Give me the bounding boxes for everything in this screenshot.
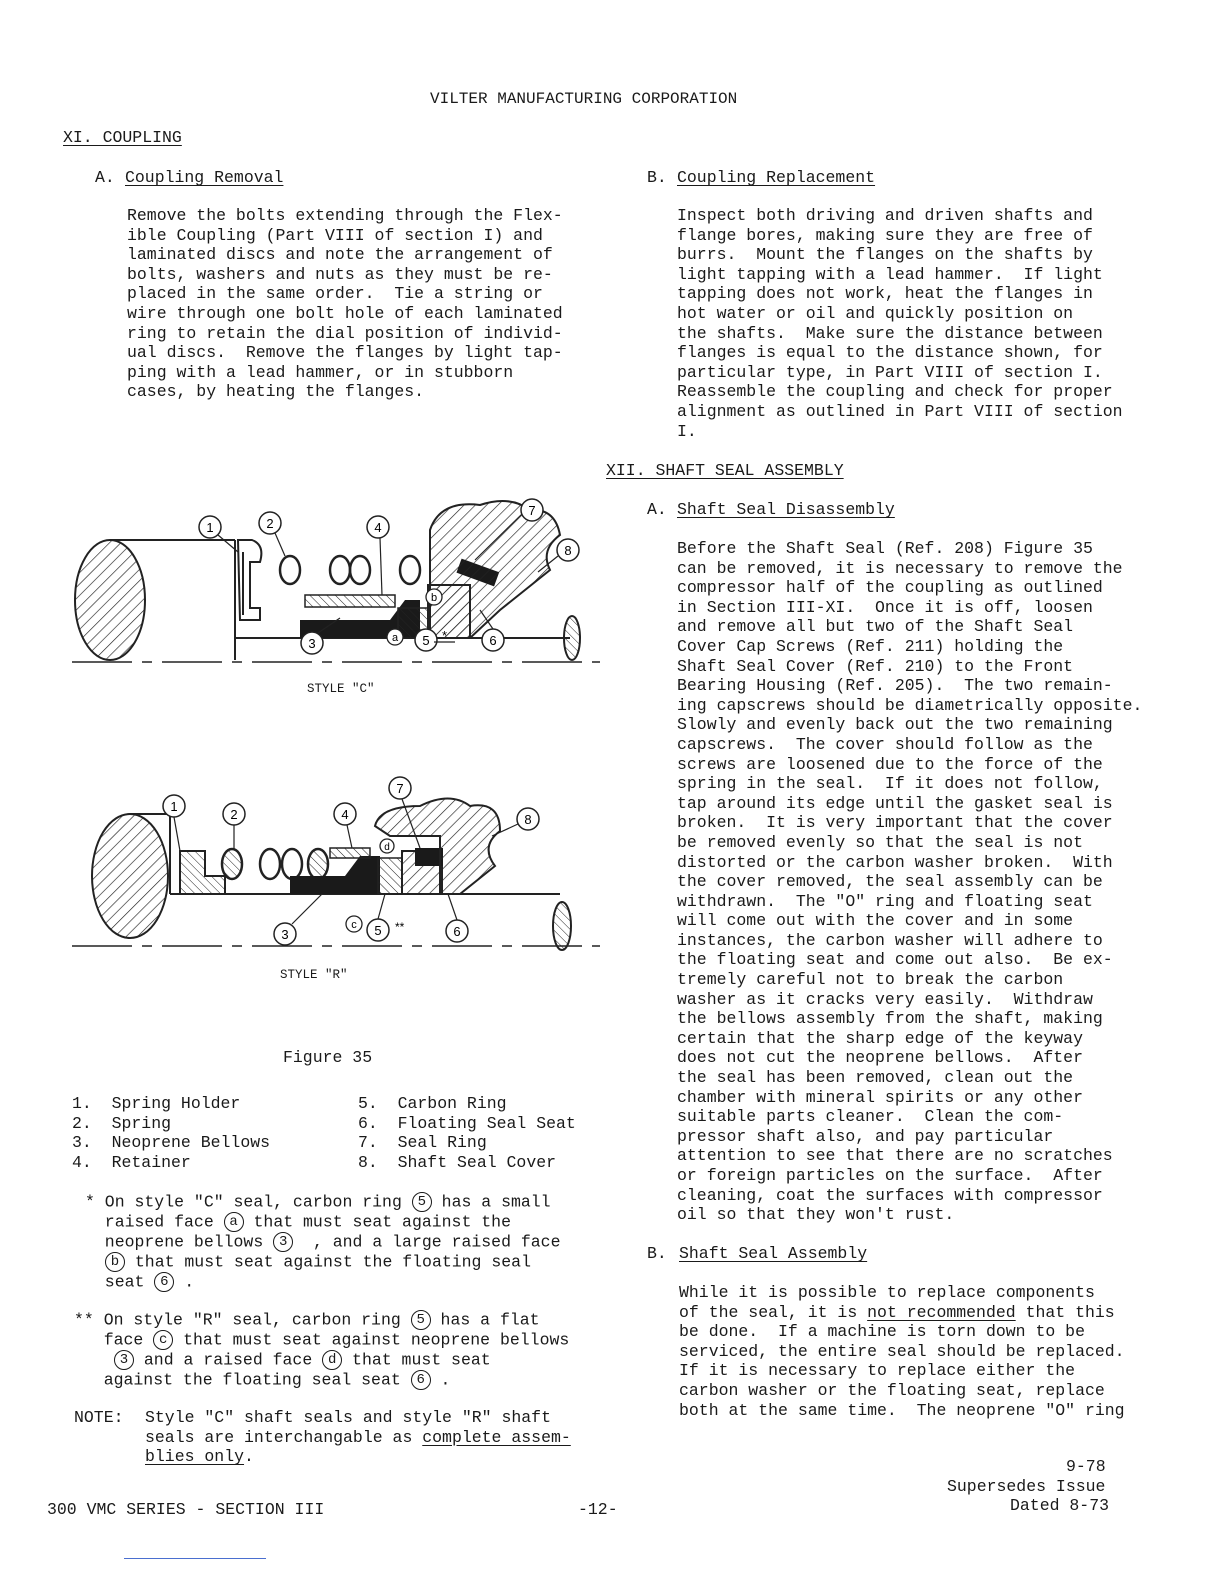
spring-coil — [308, 849, 328, 879]
text-line: cleaning, coat the surfaces with compressor — [677, 1185, 1103, 1205]
text-line: the seal has been removed, clean out the — [677, 1068, 1074, 1088]
footer-supersedes: Supersedes Issue — [947, 1477, 1106, 1496]
text-line — [85, 1272, 560, 1292]
legend-left — [72, 1094, 270, 1172]
circled-c-icon: c — [153, 1330, 173, 1350]
text-line: laminated discs and note the arrangement of — [127, 245, 553, 265]
text-span: * On style "C" seal, carbon ring — [85, 1192, 412, 1212]
text-line: tapping does not work, heat the flanges in — [677, 284, 1093, 304]
text-line: certain that the sharp edge of the keyway — [677, 1028, 1083, 1048]
legend-item: 7. Seal Ring — [358, 1133, 487, 1153]
text-line: compressor half of the coupling as outlined — [677, 578, 1103, 598]
bottom-rule — [124, 1558, 266, 1559]
text-line: capscrews. The cover should follow as the — [677, 734, 1093, 754]
text-line: broken. It is very important that the cover — [677, 813, 1113, 833]
text-line: bolts, washers and nuts as they must be re- — [127, 264, 553, 284]
shaft-end-section — [75, 540, 145, 660]
text-line — [85, 1192, 560, 1212]
text-line: be done. If a machine is torn down to be — [679, 1322, 1085, 1342]
text-line — [74, 1370, 569, 1390]
spring-coil — [260, 849, 280, 879]
spring-coil — [222, 849, 242, 879]
section-xii-title: XII. SHAFT SEAL ASSEMBLY — [606, 461, 844, 480]
text-span: raised face — [85, 1212, 224, 1232]
section-xi-b-heading: Coupling Replacement — [677, 168, 876, 187]
style-c-seal-diagram — [60, 490, 600, 700]
style-r-label: STYLE "R" — [280, 968, 348, 982]
style-c-label: STYLE "C" — [307, 682, 375, 696]
text-line: pressor shaft also, and pay particular — [677, 1126, 1054, 1146]
footer-dated: Dated 8-73 — [1010, 1496, 1110, 1515]
text-line: can be removed, it is necessary to remove the — [677, 558, 1123, 578]
legend-item: 2. Spring — [72, 1113, 172, 1133]
text-span: that must seat against the — [243, 1212, 511, 1232]
text-line: flange bores, making sure they are free of — [677, 225, 1093, 245]
coupling-replacement-text — [677, 206, 1123, 441]
circled-b-icon: b — [105, 1252, 125, 1272]
circled-d-icon: d — [322, 1350, 342, 1370]
callout-b: b — [430, 592, 438, 604]
text-line: oil so that they won't rust. — [677, 1205, 955, 1225]
legend-item: 4. Retainer — [72, 1152, 191, 1172]
callout-d: d — [384, 842, 390, 853]
section-xii-b-letter: B. — [647, 1244, 667, 1263]
text-span: . — [174, 1272, 195, 1292]
text-line: in Section III-XI. Once it is off, loosen — [677, 597, 1093, 617]
text-line: Style "C" shaft seals and style "R" shaft — [145, 1408, 551, 1427]
section-xi-b-letter: B. — [647, 168, 667, 187]
legend-item: 1. Spring Holder — [72, 1094, 241, 1113]
text-line: the shafts. Make sure the distance between — [677, 323, 1103, 343]
text-line: particular type, in Part VIII of section I. — [677, 362, 1103, 382]
text-span: of the seal, it is — [679, 1302, 868, 1322]
section-xi-title: XI. COUPLING — [63, 128, 182, 147]
text-line: Inspect both driving and driven shafts and — [677, 206, 1093, 225]
callout-8: 8 — [564, 543, 572, 558]
callout-5: 5 — [374, 923, 382, 938]
spring-coil — [330, 556, 350, 584]
text-span: , and a large raised face — [293, 1232, 561, 1252]
seal-ring-shape — [415, 848, 443, 866]
text-line: hot water or oil and quickly position on — [677, 303, 1074, 323]
text-line — [85, 1232, 560, 1252]
text-line — [74, 1330, 569, 1350]
callout-4: 4 — [341, 807, 349, 822]
text-line: Slowly and evenly back out the two remaining — [677, 715, 1113, 735]
text-line: instances, the carbon washer will adhere to — [677, 930, 1103, 950]
style-c-note — [85, 1192, 560, 1292]
text-span: that must seat against neoprene bellows — [173, 1330, 570, 1350]
section-xii-b-heading: Shaft Seal Assembly — [679, 1244, 868, 1263]
text-line: suitable parts cleaner. Clean the com- — [677, 1107, 1064, 1127]
text-line: the floating seat and come out also. Be ex- — [677, 950, 1113, 970]
text-line — [145, 1428, 571, 1448]
circled-6-icon: 6 — [154, 1272, 174, 1292]
text-span: seals are interchangable as — [145, 1427, 423, 1447]
text-line — [85, 1252, 560, 1272]
section-xii-a-letter: A. — [647, 500, 667, 519]
seal-disassembly-text — [677, 539, 1142, 1225]
legend-item: 6. Floating Seal Seat — [358, 1113, 576, 1133]
text-span: face — [74, 1330, 154, 1350]
note-text — [145, 1408, 571, 1467]
text-span: that must seat — [342, 1350, 491, 1370]
carbon-ring-shape — [378, 858, 402, 894]
text-span: that this — [1015, 1302, 1115, 1322]
spring-holder-shape — [238, 540, 261, 620]
text-line: light tapping with a lead hammer. If light — [677, 264, 1103, 284]
neoprene-bellows-shape — [290, 856, 380, 894]
callout-a: a — [391, 632, 399, 644]
text-span: ** On style "R" seal, carbon ring — [74, 1310, 411, 1330]
emphasis-complete-assemblies: complete assem- — [422, 1427, 571, 1447]
text-line — [74, 1350, 569, 1370]
company-header: VILTER MANUFACTURING CORPORATION — [430, 90, 738, 108]
text-line: the bellows assembly from the shaft, making — [677, 1009, 1103, 1029]
callout-double-asterisk: ** — [395, 920, 405, 934]
text-line: attention to see that there are no scratches — [677, 1146, 1113, 1166]
spring-coil — [280, 556, 300, 584]
style-r-note — [74, 1310, 569, 1390]
callout-2: 2 — [230, 807, 238, 822]
circled-3-icon: 3 — [114, 1350, 134, 1370]
text-line: Bearing Housing (Ref. 205). The two remain- — [677, 676, 1113, 696]
callout-5: 5 — [422, 633, 430, 648]
callout-3: 3 — [281, 927, 289, 942]
circled-a-icon: a — [224, 1212, 244, 1232]
text-line: ping with a lead hammer, or in stubborn — [127, 362, 514, 382]
callout-4: 4 — [374, 520, 382, 535]
text-line: withdrawn. The "O" ring and floating seat — [677, 891, 1093, 911]
text-line: screws are loosened due to the force of the — [677, 754, 1103, 774]
section-xii-a-heading: Shaft Seal Disassembly — [677, 500, 895, 519]
retainer-shape — [330, 848, 370, 858]
emphasis-not-recommended: not recommended — [867, 1302, 1016, 1322]
text-line: spring in the seal. If it does not follow, — [677, 774, 1103, 794]
callout-6: 6 — [453, 924, 461, 939]
text-line: burrs. Mount the flanges on the shafts by — [677, 245, 1093, 265]
text-line: distorted or the carbon washer broken. With — [677, 852, 1113, 872]
circled-3-icon: 3 — [273, 1232, 293, 1252]
text-span: seat — [85, 1272, 155, 1292]
spring-coil — [350, 556, 370, 584]
text-line: alignment as outlined in Part VIII of section — [677, 401, 1123, 421]
text-span: has a flat — [430, 1310, 540, 1330]
text-line: wire through one bolt hole of each laminated — [127, 303, 563, 323]
note-label: NOTE: — [74, 1408, 124, 1427]
text-line: ring to retain the dial position of individ- — [127, 323, 563, 343]
text-line: placed in the same order. Tie a string or — [127, 284, 543, 304]
callout-1: 1 — [170, 799, 178, 814]
text-line: washer as it cracks very easily. Withdraw — [677, 989, 1093, 1009]
callout-7: 7 — [396, 781, 404, 796]
text-line — [85, 1212, 560, 1232]
callout-single-asterisk: * — [442, 628, 448, 643]
circled-5-icon: 5 — [412, 1192, 432, 1212]
callout-7: 7 — [528, 503, 536, 518]
text-line: the cover removed, the seal assembly can be — [677, 872, 1103, 892]
circled-5-icon: 5 — [411, 1310, 431, 1330]
callout-c: c — [351, 919, 357, 931]
text-line: Remove the bolts extending through the Flex- — [127, 206, 563, 225]
text-line: and remove all but two of the Shaft Seal — [677, 617, 1074, 637]
text-span: . — [244, 1447, 254, 1467]
text-span: neoprene bellows — [85, 1232, 274, 1252]
coupling-removal-text — [127, 206, 563, 402]
text-line: cases, by heating the flanges. — [127, 382, 425, 402]
style-r-seal-diagram — [60, 776, 600, 961]
text-line: chamber with mineral spirits or any other — [677, 1087, 1083, 1107]
circled-6-icon: 6 — [411, 1370, 431, 1390]
text-line: tap around its edge until the gasket seal is — [677, 793, 1113, 813]
text-line: ing capscrews should be diametrically opposite. — [677, 695, 1143, 715]
text-line: ible Coupling (Part VIII of section I) and — [127, 225, 543, 245]
shaft-end-section — [92, 814, 168, 938]
text-line: will come out with the cover and in some — [677, 911, 1074, 931]
text-line: flanges is equal to the distance shown, for — [677, 343, 1103, 363]
text-line: Reassemble the coupling and check for proper — [677, 382, 1113, 402]
text-line: does not cut the neoprene bellows. After — [677, 1048, 1083, 1068]
footer-date: 9-78 — [1066, 1457, 1106, 1476]
text-line: serviced, the entire seal should be replaced. — [679, 1341, 1125, 1361]
text-span: against the floating seal seat — [74, 1370, 411, 1390]
text-line: carbon washer or the floating seat, replace — [679, 1380, 1105, 1400]
section-xi-a-letter: A. — [95, 168, 115, 187]
text-line: Shaft Seal Cover (Ref. 210) to the Front — [677, 656, 1074, 676]
retainer-shape — [305, 595, 395, 607]
text-line — [679, 1303, 1125, 1323]
text-line: I. — [677, 421, 697, 441]
text-line: both at the same time. The neoprene "O" ring — [679, 1400, 1125, 1420]
text-span: that must seat against the floating seal — [125, 1252, 531, 1272]
spring-coil — [282, 849, 302, 879]
callout-8: 8 — [524, 812, 532, 827]
text-span: and a raised face — [134, 1350, 323, 1370]
footer-page-number: -12- — [578, 1500, 618, 1519]
text-line — [74, 1310, 569, 1330]
legend-item: 5. Carbon Ring — [358, 1094, 507, 1113]
text-line: While it is possible to replace components — [679, 1283, 1095, 1302]
section-xi-a-heading: Coupling Removal — [125, 168, 284, 187]
figure-caption: Figure 35 — [283, 1048, 373, 1067]
text-line: Cover Cap Screws (Ref. 211) holding the — [677, 636, 1064, 656]
text-span: has a small — [431, 1192, 551, 1212]
callout-3: 3 — [308, 636, 316, 651]
spring-coil — [400, 556, 420, 584]
spring-holder-shape — [180, 851, 225, 894]
footer-series: 300 VMC SERIES - SECTION III — [47, 1500, 325, 1519]
legend-item: 3. Neoprene Bellows — [72, 1133, 271, 1153]
callout-2: 2 — [266, 516, 274, 531]
text-line: or foreign particles on the surface. After — [677, 1166, 1103, 1185]
text-line: ual discs. Remove the flanges by light tap- — [127, 343, 563, 363]
seal-assembly-text — [679, 1283, 1125, 1420]
text-line: tremely careful not to break the carbon — [677, 970, 1064, 990]
text-span: . — [430, 1370, 451, 1390]
text-line: If it is necessary to replace either the — [679, 1361, 1076, 1381]
text-line: Before the Shaft Seal (Ref. 208) Figure 35 — [677, 539, 1093, 558]
emphasis-blies-only: blies only — [145, 1447, 245, 1467]
legend-item: 8. Shaft Seal Cover — [358, 1152, 557, 1172]
legend-right — [358, 1094, 576, 1172]
text-line: be removed evenly so that the seal is not — [677, 832, 1083, 852]
callout-6: 6 — [489, 633, 497, 648]
text-line — [145, 1447, 571, 1467]
callout-1: 1 — [206, 520, 214, 535]
